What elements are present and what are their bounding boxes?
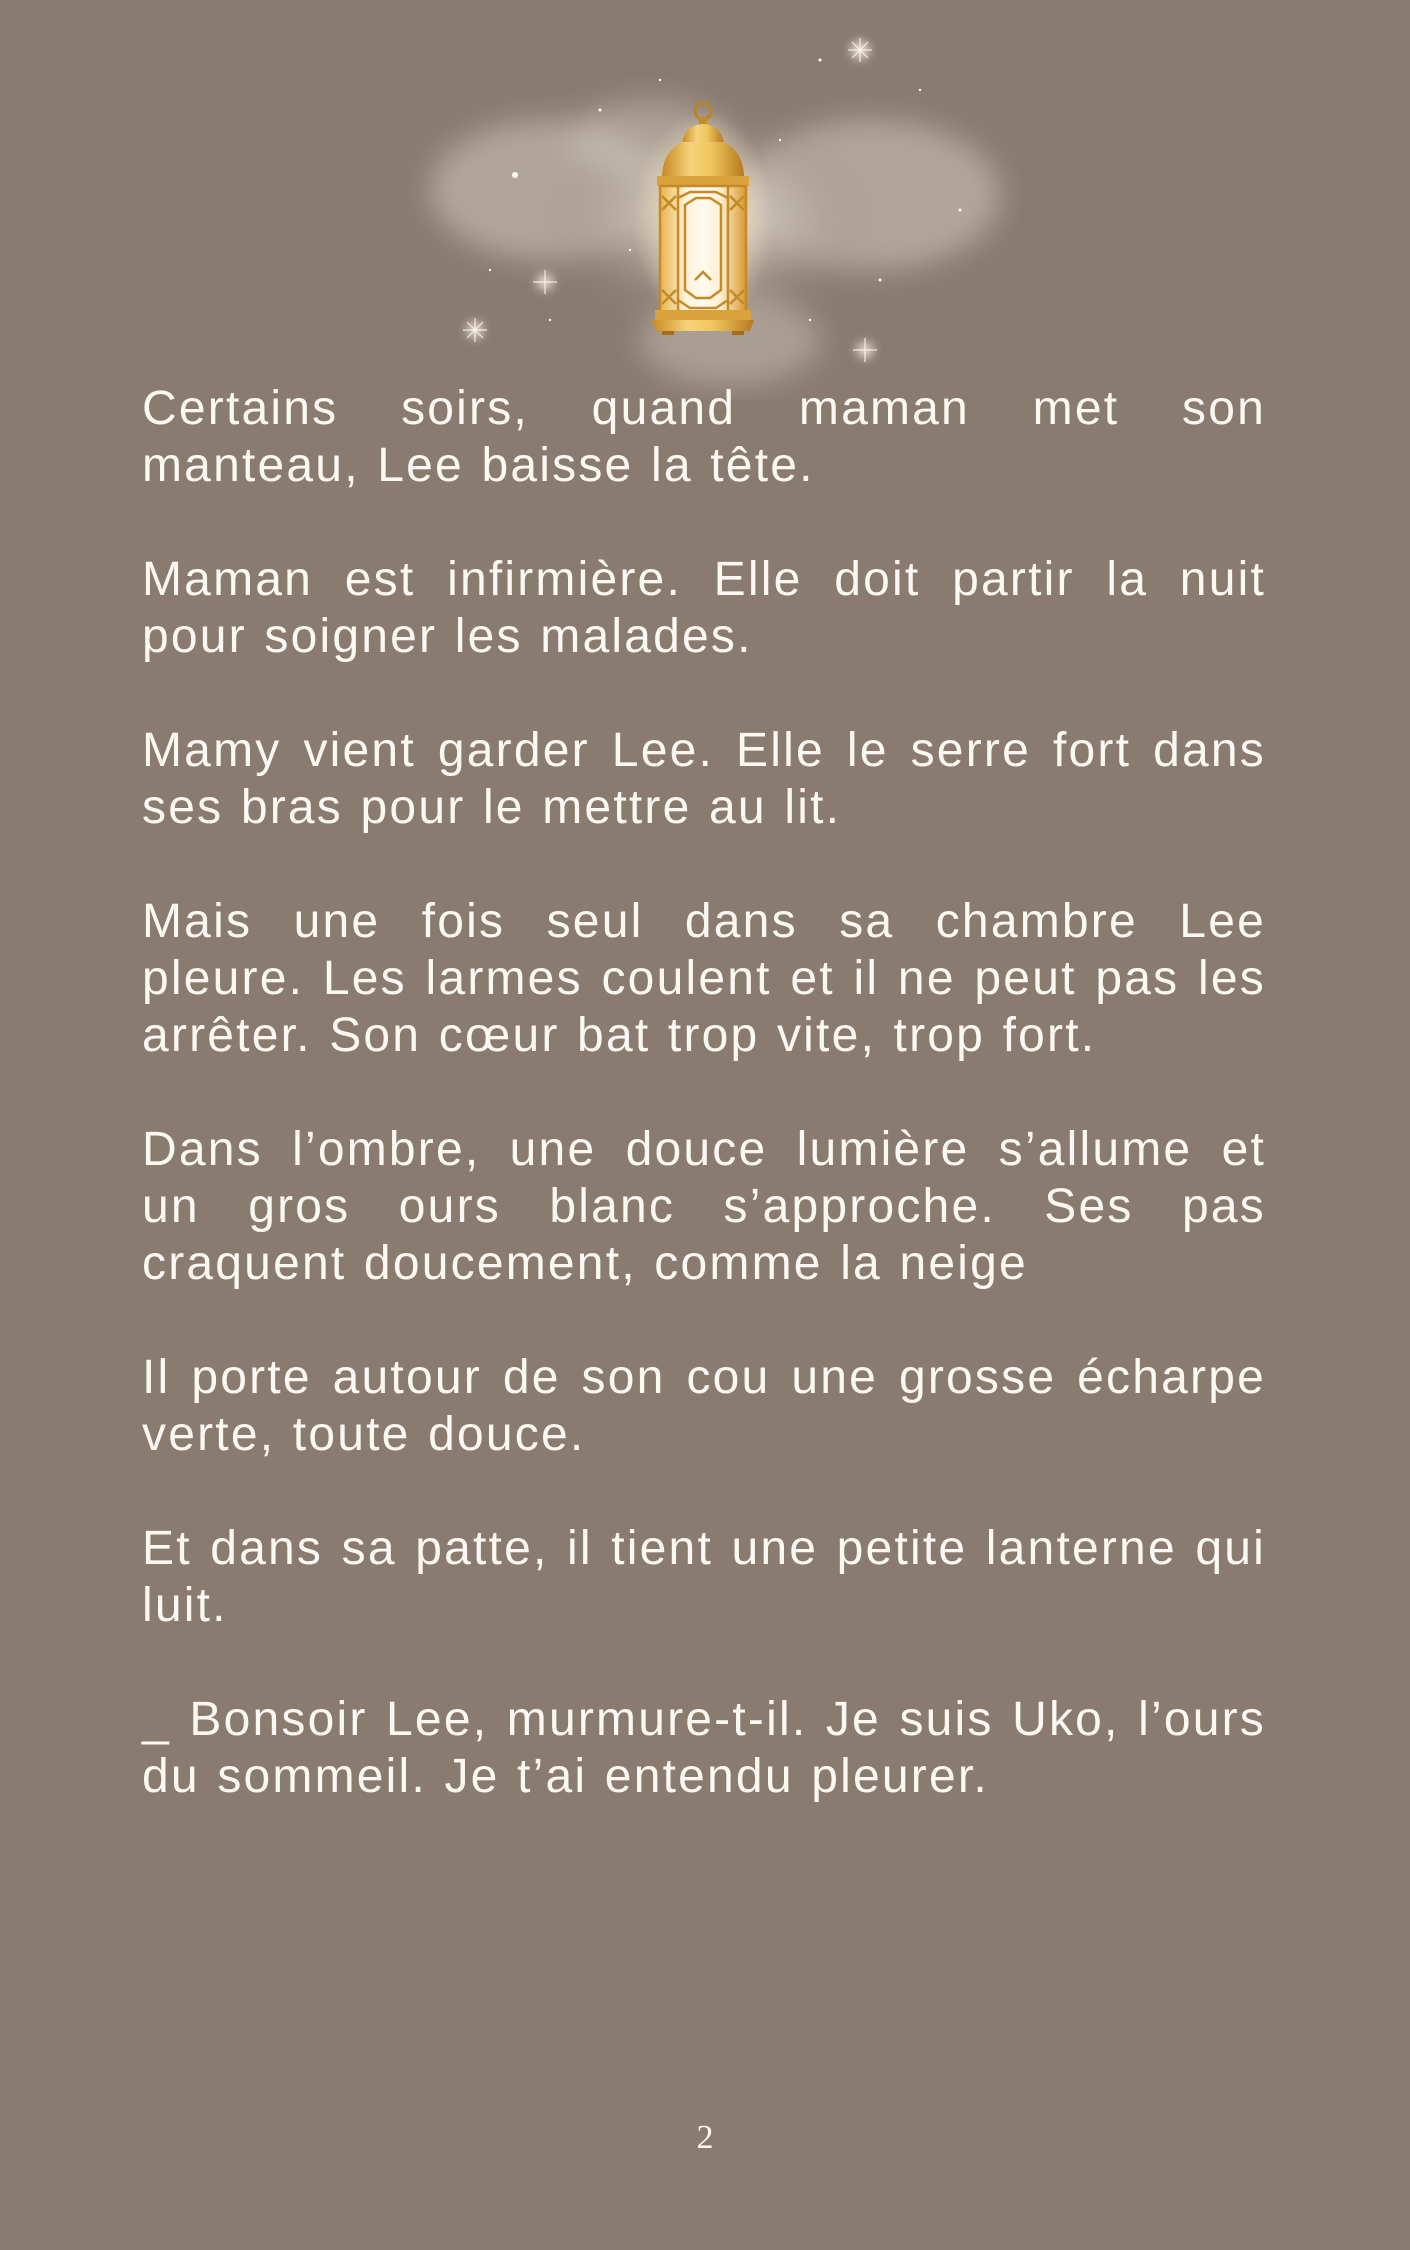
story-text [142,380,1266,1805]
story-paragraph: Il porte autour de son cou une grosse écharpe verte, toute douce. [142,1351,1266,1461]
story-paragraph: _ Bonsoir Lee, murmure-t-il. Je suis Uko, l’ours du sommeil. Je t’ai entendu pleurer. [142,1693,1266,1803]
lantern-icon [400,20,1020,400]
story-paragraph: Mais une fois seul dans sa chambre Lee pleure. Les larmes coulent et il ne peut pas les arrêter. Son cœur bat trop vite, trop fort. [142,895,1266,1062]
story-paragraph: Et dans sa patte, il tient une petite lanterne qui luit. [142,1522,1266,1632]
story-paragraph: Certains soirs, quand maman met son manteau, Lee baisse la tête. [142,382,1266,492]
story-paragraph: Dans l’ombre, une douce lumière s’allume et un gros ours blanc s’approche. Ses pas craquent doucement, comme la neige [142,1123,1266,1290]
lantern-illustration [400,20,1020,400]
story-paragraph: Mamy vient garder Lee. Elle le serre fort dans ses bras pour le mettre au lit. [142,724,1266,834]
page-number: 2 [696,2119,714,2156]
story-paragraph: Maman est infirmière. Elle doit partir la nuit pour soigner les malades. [142,553,1266,663]
